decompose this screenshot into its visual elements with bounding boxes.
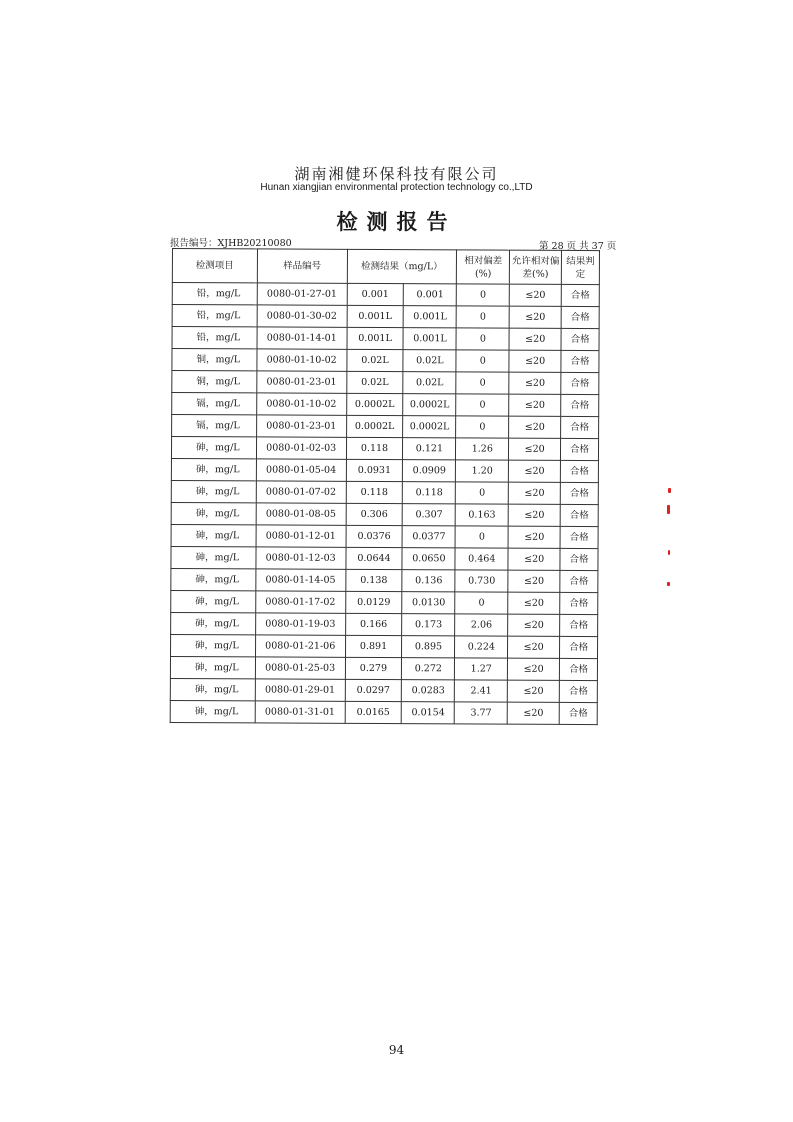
cell-item: 铅，mg/L bbox=[172, 327, 257, 349]
cell-rel-dev: 0 bbox=[456, 394, 509, 416]
table-row bbox=[172, 349, 599, 373]
table-row bbox=[171, 502, 598, 526]
cell-rel-dev: 0 bbox=[457, 284, 510, 306]
header-rel-dev: 相对偏差(%) bbox=[457, 250, 510, 284]
cell-allowed: ≤20 bbox=[508, 658, 560, 680]
cell-judgement: 合格 bbox=[560, 614, 598, 636]
company-name-en: Hunan xiangjian environmental protection technology co.,LTD bbox=[260, 182, 533, 193]
table-row bbox=[171, 634, 598, 658]
cell-judgement: 合格 bbox=[561, 350, 599, 372]
cell-rel-dev: 0 bbox=[456, 416, 509, 438]
cell-judgement: 合格 bbox=[559, 702, 597, 724]
cell-judgement: 合格 bbox=[560, 592, 598, 614]
cell-rel-dev: 0 bbox=[456, 350, 509, 372]
cell-allowed: ≤20 bbox=[507, 702, 559, 724]
cell-allowed: ≤20 bbox=[509, 306, 561, 328]
cell-item: 铅，mg/L bbox=[172, 305, 257, 327]
cell-result-1: 0.0002L bbox=[346, 393, 403, 415]
cell-rel-dev: 1.27 bbox=[455, 658, 508, 680]
cell-judgement: 合格 bbox=[560, 636, 598, 658]
cell-judgement: 合格 bbox=[561, 394, 599, 416]
cell-judgement: 合格 bbox=[561, 416, 599, 438]
cell-result-1: 0.279 bbox=[345, 657, 402, 679]
cell-rel-dev: 1.26 bbox=[456, 438, 509, 460]
table-row bbox=[170, 700, 597, 724]
cell-item: 砷，mg/L bbox=[171, 437, 256, 459]
table-row bbox=[172, 305, 599, 329]
table-row bbox=[171, 612, 598, 636]
cell-allowed: ≤20 bbox=[508, 548, 560, 570]
cell-result-1: 0.001L bbox=[347, 327, 404, 349]
cell-item: 砷，mg/L bbox=[171, 458, 256, 480]
report-title: 检测报告 bbox=[336, 210, 457, 234]
cell-result-2: 0.0002L bbox=[403, 394, 456, 416]
cell-result-1: 0.0129 bbox=[345, 591, 402, 613]
cell-allowed: ≤20 bbox=[508, 680, 560, 702]
cell-item: 砷，mg/L bbox=[171, 546, 256, 568]
table-row bbox=[171, 590, 598, 614]
cell-sample: 0080-01-10-02 bbox=[257, 393, 347, 415]
cell-result-1: 0.02L bbox=[346, 349, 403, 371]
cell-allowed: ≤20 bbox=[509, 350, 561, 372]
cell-sample: 0080-01-08-05 bbox=[256, 503, 346, 525]
table-row bbox=[170, 678, 597, 702]
cell-item: 砷，mg/L bbox=[170, 656, 255, 678]
stamp-fragment bbox=[668, 550, 670, 555]
cell-item: 铜，mg/L bbox=[172, 349, 257, 371]
table-row bbox=[172, 415, 599, 439]
table-row bbox=[171, 458, 598, 482]
cell-rel-dev: 0.224 bbox=[455, 636, 508, 658]
cell-result-1: 0.891 bbox=[345, 635, 402, 657]
table-header-row bbox=[172, 249, 599, 285]
cell-rel-dev: 0 bbox=[456, 306, 509, 328]
cell-result-2: 0.0377 bbox=[402, 526, 455, 548]
cell-sample: 0080-01-23-01 bbox=[256, 415, 346, 437]
cell-sample: 0080-01-21-06 bbox=[255, 635, 345, 657]
cell-result-2: 0.895 bbox=[402, 636, 455, 658]
cell-allowed: ≤20 bbox=[508, 526, 560, 548]
cell-sample: 0080-01-30-02 bbox=[257, 305, 347, 327]
table-row bbox=[171, 480, 598, 504]
cell-result-2: 0.0130 bbox=[402, 592, 455, 614]
cell-result-2: 0.02L bbox=[403, 372, 456, 394]
cell-result-1: 0.166 bbox=[345, 613, 402, 635]
stamp-fragment bbox=[667, 505, 670, 514]
cell-judgement: 合格 bbox=[560, 460, 598, 482]
results-table bbox=[170, 248, 600, 725]
cell-allowed: ≤20 bbox=[508, 570, 560, 592]
cell-rel-dev: 0.163 bbox=[456, 504, 509, 526]
cell-rel-dev: 2.41 bbox=[455, 680, 508, 702]
cell-result-1: 0.0931 bbox=[346, 459, 403, 481]
table-row bbox=[171, 568, 598, 592]
company-name-cn: 湖南湘健环保科技有限公司 bbox=[294, 165, 499, 183]
cell-item: 砷，mg/L bbox=[170, 700, 255, 722]
stamp-fragment bbox=[668, 488, 671, 493]
table-row bbox=[171, 546, 598, 570]
cell-item: 砷，mg/L bbox=[171, 568, 256, 590]
cell-result-2: 0.001L bbox=[404, 306, 457, 328]
cell-allowed: ≤20 bbox=[509, 438, 561, 460]
cell-item: 砷，mg/L bbox=[171, 524, 256, 546]
cell-result-2: 0.001L bbox=[403, 328, 456, 350]
cell-result-2: 0.121 bbox=[403, 438, 456, 460]
cell-item: 砷，mg/L bbox=[171, 634, 256, 656]
table-row bbox=[171, 524, 598, 548]
cell-allowed: ≤20 bbox=[508, 636, 560, 658]
cell-allowed: ≤20 bbox=[509, 284, 561, 306]
cell-sample: 0080-01-10-02 bbox=[257, 349, 347, 371]
cell-judgement: 合格 bbox=[560, 570, 598, 592]
cell-sample: 0080-01-25-03 bbox=[255, 657, 345, 679]
cell-item: 砷，mg/L bbox=[171, 590, 256, 612]
cell-item: 镉，mg/L bbox=[172, 393, 257, 415]
cell-result-2: 0.02L bbox=[403, 350, 456, 372]
cell-rel-dev: 1.20 bbox=[456, 460, 509, 482]
page-number: 94 bbox=[388, 1043, 405, 1057]
cell-result-2: 0.272 bbox=[402, 658, 455, 680]
cell-sample: 0080-01-19-03 bbox=[255, 613, 345, 635]
cell-sample: 0080-01-12-01 bbox=[256, 525, 346, 547]
header-item: 检测项目 bbox=[172, 249, 257, 283]
cell-sample: 0080-01-29-01 bbox=[255, 679, 345, 701]
cell-allowed: ≤20 bbox=[508, 614, 560, 636]
cell-allowed: ≤20 bbox=[509, 372, 561, 394]
cell-allowed: ≤20 bbox=[508, 504, 560, 526]
cell-result-2: 0.307 bbox=[403, 504, 456, 526]
cell-rel-dev: 0 bbox=[455, 526, 508, 548]
cell-result-1: 0.0165 bbox=[345, 701, 402, 723]
cell-result-2: 0.118 bbox=[403, 482, 456, 504]
cell-result-1: 0.0376 bbox=[346, 525, 403, 547]
cell-sample: 0080-01-14-01 bbox=[257, 327, 347, 349]
cell-result-1: 0.0297 bbox=[345, 679, 402, 701]
cell-sample: 0080-01-23-01 bbox=[257, 371, 347, 393]
cell-rel-dev: 0 bbox=[456, 372, 509, 394]
cell-result-1: 0.02L bbox=[346, 371, 403, 393]
cell-allowed: ≤20 bbox=[509, 394, 561, 416]
cell-result-2: 0.173 bbox=[402, 614, 455, 636]
cell-judgement: 合格 bbox=[560, 548, 598, 570]
cell-judgement: 合格 bbox=[561, 328, 599, 350]
cell-result-1: 0.306 bbox=[346, 503, 403, 525]
cell-allowed: ≤20 bbox=[508, 592, 560, 614]
cell-allowed: ≤20 bbox=[509, 460, 561, 482]
header-result: 检测结果（mg/L） bbox=[347, 249, 457, 284]
cell-result-1: 0.138 bbox=[345, 569, 402, 591]
cell-result-2: 0.0909 bbox=[403, 460, 456, 482]
cell-sample: 0080-01-27-01 bbox=[257, 283, 347, 305]
cell-sample: 0080-01-17-02 bbox=[256, 591, 346, 613]
cell-result-2: 0.0002L bbox=[403, 416, 456, 438]
cell-result-1: 0.001 bbox=[347, 283, 404, 305]
cell-sample: 0080-01-02-03 bbox=[256, 437, 346, 459]
cell-item: 镉，mg/L bbox=[172, 415, 257, 437]
header-sample: 样品编号 bbox=[257, 249, 347, 283]
cell-rel-dev: 0.730 bbox=[455, 570, 508, 592]
cell-result-2: 0.0650 bbox=[402, 548, 455, 570]
cell-allowed: ≤20 bbox=[509, 482, 561, 504]
cell-rel-dev: 0 bbox=[456, 328, 509, 350]
cell-judgement: 合格 bbox=[559, 680, 597, 702]
cell-result-2: 0.136 bbox=[402, 570, 455, 592]
stamp-fragment bbox=[667, 582, 670, 586]
cell-judgement: 合格 bbox=[559, 658, 597, 680]
cell-rel-dev: 0.464 bbox=[455, 548, 508, 570]
cell-item: 铅，mg/L bbox=[172, 283, 257, 305]
cell-result-1: 0.001L bbox=[347, 305, 404, 327]
report-number: 报告编号：XJHB20210080 bbox=[170, 238, 292, 249]
cell-allowed: ≤20 bbox=[509, 328, 561, 350]
cell-result-1: 0.118 bbox=[346, 481, 403, 503]
header-judgement: 结果判定 bbox=[561, 250, 599, 284]
cell-sample: 0080-01-05-04 bbox=[256, 459, 346, 481]
cell-result-1: 0.0002L bbox=[346, 415, 403, 437]
cell-judgement: 合格 bbox=[561, 284, 599, 306]
cell-sample: 0080-01-12-03 bbox=[256, 547, 346, 569]
cell-result-1: 0.118 bbox=[346, 437, 403, 459]
table-row bbox=[172, 393, 599, 417]
cell-sample: 0080-01-14-05 bbox=[256, 569, 346, 591]
header-allowed: 允许相对偏差(%) bbox=[510, 250, 562, 284]
cell-judgement: 合格 bbox=[561, 306, 599, 328]
cell-result-1: 0.0644 bbox=[345, 547, 402, 569]
cell-item: 砷，mg/L bbox=[171, 480, 256, 502]
table-row bbox=[170, 656, 597, 680]
cell-result-2: 0.001 bbox=[404, 284, 457, 306]
cell-rel-dev: 0 bbox=[455, 592, 508, 614]
table-body bbox=[170, 283, 599, 725]
cell-judgement: 合格 bbox=[561, 372, 599, 394]
cell-rel-dev: 3.77 bbox=[455, 702, 508, 724]
cell-item: 砷，mg/L bbox=[171, 502, 256, 524]
page-info: 第 28 页 共 37 页 bbox=[539, 241, 617, 252]
cell-item: 铜，mg/L bbox=[172, 371, 257, 393]
cell-rel-dev: 0 bbox=[456, 482, 509, 504]
cell-judgement: 合格 bbox=[560, 526, 598, 548]
cell-result-2: 0.0283 bbox=[402, 680, 455, 702]
cell-item: 砷，mg/L bbox=[171, 612, 256, 634]
cell-sample: 0080-01-07-02 bbox=[256, 481, 346, 503]
cell-judgement: 合格 bbox=[560, 504, 598, 526]
cell-judgement: 合格 bbox=[561, 438, 599, 460]
table-row bbox=[172, 327, 599, 351]
cell-sample: 0080-01-31-01 bbox=[255, 701, 345, 723]
cell-allowed: ≤20 bbox=[509, 416, 561, 438]
cell-rel-dev: 2.06 bbox=[455, 614, 508, 636]
cell-judgement: 合格 bbox=[560, 482, 598, 504]
table-row bbox=[172, 283, 599, 307]
table-row bbox=[171, 437, 598, 461]
cell-result-2: 0.0154 bbox=[402, 702, 455, 724]
cell-item: 砷，mg/L bbox=[170, 678, 255, 700]
table-row bbox=[172, 371, 599, 395]
